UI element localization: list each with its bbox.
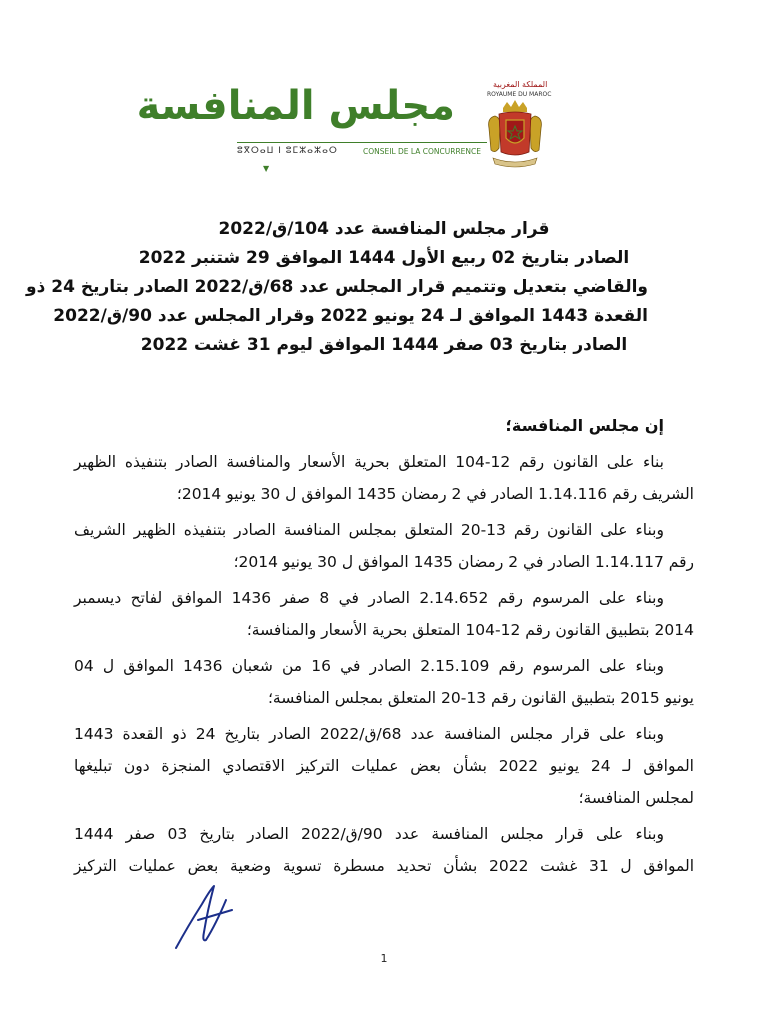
recital-line: وبناء على القانون رقم 13-20 المتعلق بمجلس المنافسة الصادر بتنفيذه الظهير الشريف: [74, 521, 664, 539]
title-line-decision-number: قرار مجلس المنافسة عدد 104/ق/2022: [218, 219, 550, 239]
title-line-subject-1: والقاضي بتعديل وتتميم قرار المجلس عدد 68/ق/2022 الصادر بتاريخ 24 ذو: [26, 277, 648, 297]
recital-line: وبناء على قرار مجلس المنافسة عدد 68/ق/2022 الصادر بتاريخ 24 ذو القعدة 1443: [74, 725, 664, 743]
logo-divider: [237, 142, 487, 143]
recital-line: الشريف رقم 1.14.116 الصادر في 2 رمضان 1435 الموافق ل 30 يونيو 2014؛: [176, 485, 694, 503]
recital-paragraph: [74, 818, 694, 882]
council-name-tifinagh: ⵓⴳⵔⴰⵡ ⵏ ⵓⵎⵣⴰⵣⴰⵔ: [237, 146, 338, 156]
recital-paragraph: [74, 650, 694, 714]
recital-line: وبناء على المرسوم رقم 2.14.652 الصادر في 8 صفر 1436 الموافق لفاتح ديسمبر: [74, 589, 664, 607]
decision-body: [74, 410, 694, 886]
title-line-subject-2: القعدة 1443 الموافق لـ 24 يونيو 2022 وقرار المجلس عدد 90/ق/2022: [53, 306, 648, 326]
moroccan-coat-of-arms-icon: [485, 98, 545, 172]
recital-paragraph: [74, 446, 694, 510]
kingdom-name-french: ROYAUME DU MAROC: [487, 91, 552, 98]
recital-line: الموافق لـ 24 يونيو 2022 بشأن بعض عمليات التركيز الاقتصادي المنجزة دون تبليغها: [74, 757, 694, 775]
logo-triangle-icon: ▼: [263, 164, 270, 173]
recital-paragraph: [74, 514, 694, 578]
recital-line: رقم 1.14.117 الصادر في 2 رمضان 1435 الموافق ل 30 يونيو 2014؛: [233, 553, 694, 571]
title-line-subject-3: الصادر بتاريخ 03 صفر 1444 الموافق ليوم 31 غشت 2022: [140, 335, 628, 355]
body-heading: إن مجلس المنافسة؛: [505, 416, 664, 435]
recital-line: 2014 بتطبيق القانون رقم 12-104 المتعلق بحرية الأسعار والمنافسة؛: [246, 621, 694, 639]
kingdom-name-arabic: المملكة المغربية: [493, 80, 548, 89]
title-line-issue-date: الصادر بتاريخ 02 ربيع الأول 1444 الموافق 29 شتنبر 2022: [138, 248, 630, 268]
recital-line: لمجلس المنافسة؛: [578, 789, 694, 807]
recital-paragraph: [74, 582, 694, 646]
recital-paragraph: [74, 718, 694, 814]
page-number: 1: [380, 952, 388, 965]
recital-line: الموافق ل 31 غشت 2022 بشأن تحديد مسطرة تسوية وضعية بعض عمليات التركيز: [74, 857, 695, 875]
recital-line: وبناء على قرار مجلس المنافسة عدد 90/ق/2022 الصادر بتاريخ 03 صفر 1444: [74, 825, 664, 843]
council-name-arabic: مجلس المنافسة: [136, 83, 455, 129]
recital-line: وبناء على المرسوم رقم 2.15.109 الصادر في 16 من شعبان 1436 الموافق ل 04: [74, 657, 664, 675]
handwritten-signature-icon: [168, 880, 238, 952]
decision-title: [26, 215, 648, 360]
council-name-french: CONSEIL DE LA CONCURRENCE: [363, 147, 482, 156]
recital-line: يونيو 2015 بتطبيق القانون رقم 13-20 المتعلق بمجلس المنافسة؛: [268, 689, 694, 707]
council-logo: [136, 78, 555, 178]
recital-line: بناء على القانون رقم 12-104 المتعلق بحرية الأسعار والمنافسة الصادر بتنفيذه الظهير: [74, 453, 664, 471]
